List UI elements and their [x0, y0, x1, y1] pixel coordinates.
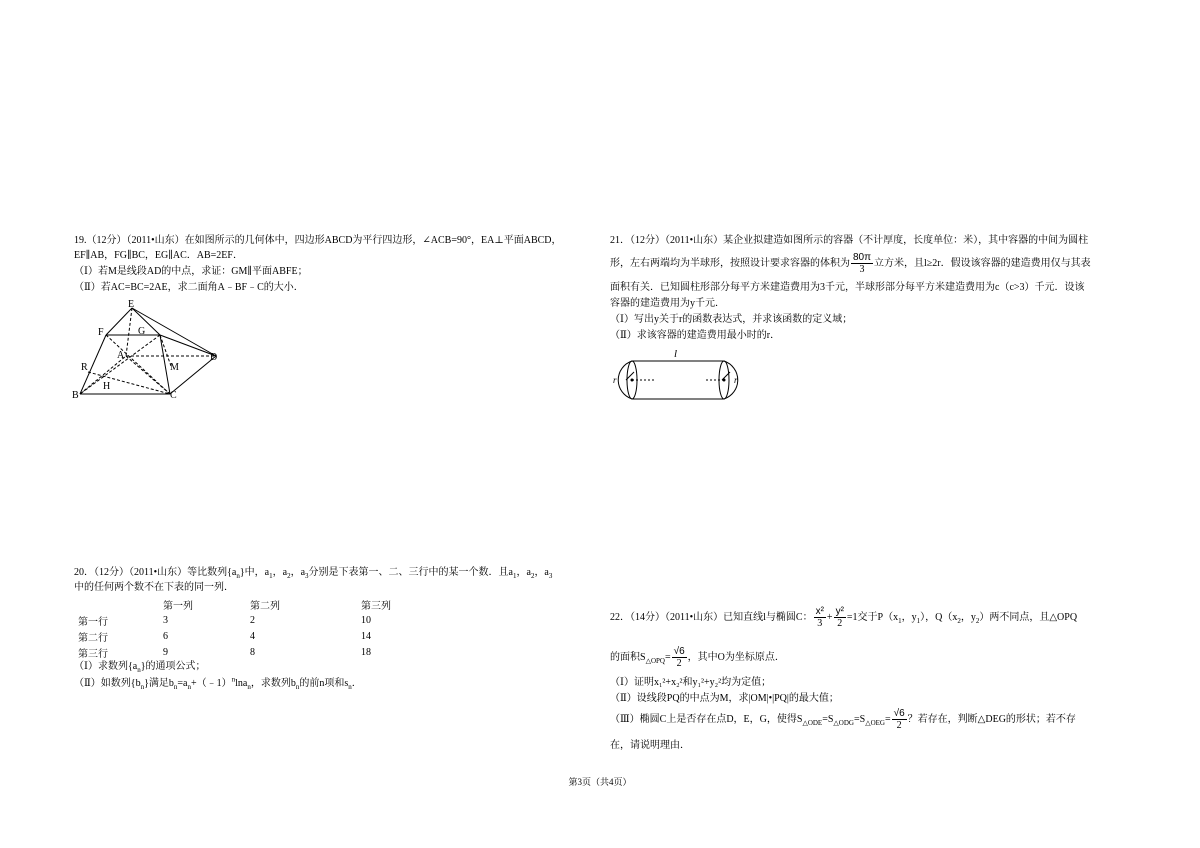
table-header: 第一列	[163, 600, 193, 612]
point-label-m: M	[170, 362, 179, 373]
q21-line3: 面积有关．已知圆柱形部分每平方米建造费用为3千元，半球形部分每平方米建造费用为c（c>3）千元．设该	[610, 282, 1085, 293]
table-cell: 2	[250, 614, 255, 626]
page-footer: 第3页（共4页）	[568, 777, 632, 787]
table-cell: 8	[250, 646, 255, 658]
volume-fraction: $\frac{80\pi}{3}$	[853, 252, 872, 275]
table-cell: 18	[361, 646, 371, 658]
q21-container-figure	[608, 346, 748, 402]
q19-geometry-figure	[70, 298, 230, 408]
q19-line1: 19.（12分）（2011•山东）在如图所示的几何体中，四边形ABCD为平行四边形，∠ACB=90°，EA⊥平面ABCD，	[74, 235, 562, 246]
q22-part3: （Ⅲ）椭圆C上是否存在点D，E，G，使得$S_{\triangle ODE}=S_{\triangle ODG}=S_{\triangle OEG}=$ $\frac{√6}{2}$ ？若存在，判断△DEG的形状；若不存	[610, 708, 1076, 732]
row-label: 第一行	[78, 616, 108, 628]
q20-line2: 中的任何两个数不在下表的同一列．	[74, 582, 234, 593]
point-label-f: F	[98, 327, 104, 338]
table-cell: 10	[361, 614, 371, 626]
ellipse-x-fraction: $\frac{\text{x²}}{3}$	[815, 606, 824, 630]
table-row	[78, 628, 421, 644]
point-label-g: G	[138, 326, 146, 337]
point-label-c: C	[170, 390, 177, 401]
length-label-l: l	[674, 348, 678, 360]
point-label-e: E	[128, 299, 135, 310]
point-label-b: B	[72, 390, 79, 401]
table-header-row	[78, 596, 421, 612]
q20-number-table	[78, 596, 421, 660]
table-cell: 4	[250, 630, 255, 642]
q22-part1: （Ⅰ）证明x₁²+x₂²和y₁²+y₂²均为定值；	[610, 677, 772, 688]
table-row	[78, 612, 421, 628]
table-row	[78, 644, 421, 660]
q19-part1: （Ⅰ）若M是线段AD的中点，求证：GM∥平面ABFE；	[74, 266, 308, 277]
q21-line4: 容器的建造费用为y千元．	[610, 298, 725, 309]
area-fraction: $\frac{√6}{2}$	[673, 646, 685, 670]
table-cell: 14	[361, 630, 371, 642]
table-header: 第三列	[361, 600, 391, 612]
row-label: 第三行	[78, 648, 108, 660]
table-cell: 6	[163, 630, 168, 642]
q22-line1: 22．（14分）（2011•山东）已知直线l与椭圆C： $\frac{\text{x²}}{3}$ + $\frac{\text{y²}}{2}$ =1交于$P(x_1$，$y_1$），$Q(x_2$，$y_2$）两不同点，且△OPQ	[610, 606, 1078, 630]
q19-line2: EF∥AB，FG∥BC，EG∥AC．AB=2EF．	[74, 250, 243, 261]
q21-part2: （Ⅱ）求该容器的建造费用最小时的r．	[610, 330, 781, 341]
point-label-d: D	[210, 352, 218, 363]
radius-label-r: r	[613, 375, 617, 385]
q21-line1: 21．（12分）（2011•山东）某企业拟建造如图所示的容器（不计厚度，长度单位：米），其中容器的中间为圆柱	[610, 235, 1089, 246]
q22-last-line: 在，请说明理由．	[610, 740, 690, 751]
row-label: 第二行	[78, 632, 108, 644]
q20-part1: （Ⅰ）求数列$\{a_n\}$的通项公式；	[74, 661, 206, 674]
table-cell: 3	[163, 614, 168, 626]
table-header: 第二列	[250, 600, 280, 612]
q20-line1: 20．（12分）（2011•山东）等比数列$\{a_n\}$中，$a_1$，$a_2$，$a_3$分别是下表第一、二、三行中的某一个数．且$a_1$，$a_2$，$a_3$	[74, 567, 553, 580]
q21-part1: （Ⅰ）写出y关于r的函数表达式，并求该函数的定义域；	[610, 314, 853, 325]
q22-part2: （Ⅱ）设线段PQ的中点为M，求|OM|•|PQ|的最大值；	[610, 693, 839, 704]
q22-line2: 的面积$S_{\triangle OPQ}=$ $\frac{√6}{2}$ ，其中O为坐标原点．	[610, 646, 785, 670]
q19-part2: （Ⅱ）若AC=BC=2AE，求二面角A﹣BF﹣C的大小．	[74, 282, 304, 293]
q20-part2: （Ⅱ）如数列$\{b_n\}$满足$b_n=a_n+(﹣1)^n\ln a_n$，求数列$b_n$的前n项和$s_n$．	[74, 675, 362, 691]
equal-area-fraction: $\frac{√6}{2}$	[893, 708, 905, 732]
q21-line2: 形，左右两端均为半球形，按照设计要求容器的体积为 $\frac{80\pi}{3}$ 立方米，且l≥2r．假设该容器的建造费用仅与其表	[610, 252, 1091, 275]
radius-label-r: r	[734, 375, 738, 385]
point-label-a: A	[117, 350, 125, 361]
point-label-h: H	[103, 381, 111, 392]
table-cell: 9	[163, 646, 168, 658]
point-label-r: R	[81, 362, 88, 373]
ellipse-y-fraction: $\frac{\text{y²}}{2}$	[835, 606, 844, 630]
